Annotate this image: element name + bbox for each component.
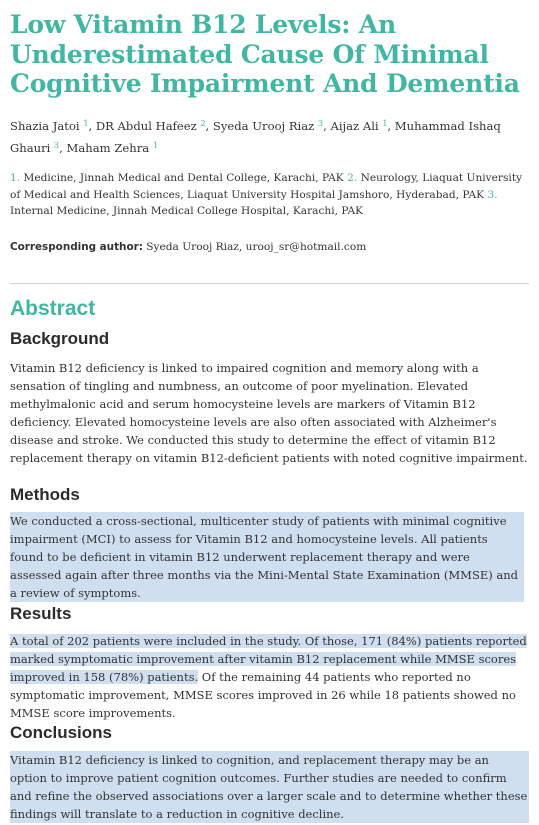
methods-text: We conducted a cross-sectional, multicenter study of patients with minimal cognitive impairment (MCI) to assess for Vitamin B12 and homocysteine levels. All patients found to be deficient in vitamin B12 underwent replacement therapy and were assessed again after three months via the Mini-Mental State Examination (MMSE) and a review of symptoms. bbox=[10, 512, 524, 602]
author-affiliation-number: 1 bbox=[382, 119, 388, 128]
results-text-highlighted: A total of 202 patients were included in the study. Of those, 171 (84%) patients reported marked symptomatic improvement after vitamin B12 replacement while MMSE scores improved in 158 (78%) patients. bbox=[10, 634, 527, 684]
author-name[interactable]: Aijaz Ali bbox=[330, 119, 379, 133]
author-name[interactable]: Muhammad Ishaq Ghauri bbox=[10, 119, 501, 155]
affiliation-text: Internal Medicine, Jinnah Medical College Hospital, Karachi, PAK bbox=[10, 205, 364, 217]
affiliation-number: 2. bbox=[347, 172, 358, 184]
affiliation-number: 3. bbox=[487, 188, 498, 201]
affiliation-number: 1. bbox=[10, 172, 21, 184]
author-list: Shazia Jatoi $^1$, DR Abdul Hafeez $^2$, Syeda Urooj Riaz $^3$, Aijaz Ali $^1$, Muhammad Ishaq Ghauri $^3$, Maham Zehra $^1$ bbox=[10, 119, 501, 155]
corresponding-author bbox=[10, 239, 530, 255]
conclusions-text: Vitamin B12 deficiency is linked to cognition, and replacement therapy may be an option to improve patient cognition outcomes. Further studies are needed to confirm and refine the observed associations over a larger scale and to determine whether these findings will translate to a reduction in cognitive decline. bbox=[10, 753, 528, 821]
affiliation-list bbox=[10, 170, 530, 220]
corresponding-author-value[interactable]: Syeda Urooj Riaz, urooj_sr@hotmail.com bbox=[146, 241, 367, 253]
abstract-heading: Abstract bbox=[10, 297, 96, 320]
author-affiliation-number: 3 bbox=[54, 141, 60, 150]
section-divider bbox=[10, 283, 529, 284]
methods-heading: Methods bbox=[10, 485, 80, 504]
author-name[interactable]: Shazia Jatoi bbox=[10, 119, 80, 133]
results-text bbox=[10, 632, 533, 722]
author-affiliation-number: 2 bbox=[200, 119, 206, 128]
author-affiliation-number: 1 bbox=[152, 141, 158, 150]
affiliation-text: Neurology, Liaquat University of Medical and Health Sciences, Liaquat University Hospital Jamshoro, Hyderabad, PAK bbox=[10, 172, 523, 201]
author-name[interactable]: Maham Zehra bbox=[66, 141, 150, 155]
author-affiliation-number: 3 bbox=[317, 119, 324, 128]
author-name[interactable]: DR Abdul Hafeez bbox=[95, 119, 197, 133]
background-heading: Background bbox=[10, 329, 110, 348]
conclusions-heading: Conclusions bbox=[10, 723, 113, 742]
corresponding-author-label: Corresponding author: bbox=[10, 241, 143, 253]
affiliation-text: Medicine, Jinnah Medical and Dental College, Karachi, PAK bbox=[23, 172, 344, 184]
author-affiliation-number: 1 bbox=[83, 119, 89, 128]
results-text-plain: Of the remaining 44 patients who reported no symptomatic improvement, MMSE scores improved in 26 while 18 patients showed no MMSE score improvements. bbox=[10, 670, 516, 720]
results-heading: Results bbox=[10, 604, 72, 623]
background-text: Vitamin B12 deficiency is linked to impaired cognition and memory along with a sensation of tingling and numbness, an outcome of poor myelination. Elevated methylmalonic acid and serum homocysteine levels are markers of Vitamin B12 deficiency. Elevated homocysteine levels are also often associated with Alzheimer's disease and stroke. We conducted this study to determine the effect of vitamin B12 replacement therapy on vitamin B12-deficient patients with noted cognitive impairment. bbox=[10, 361, 528, 465]
author-name[interactable]: Syeda Urooj Riaz bbox=[212, 119, 315, 133]
paper-title: Low Vitamin B12 Levels: An Underestimated Cause Of Minimal Cognitive Impairment And Dementia bbox=[10, 10, 520, 98]
